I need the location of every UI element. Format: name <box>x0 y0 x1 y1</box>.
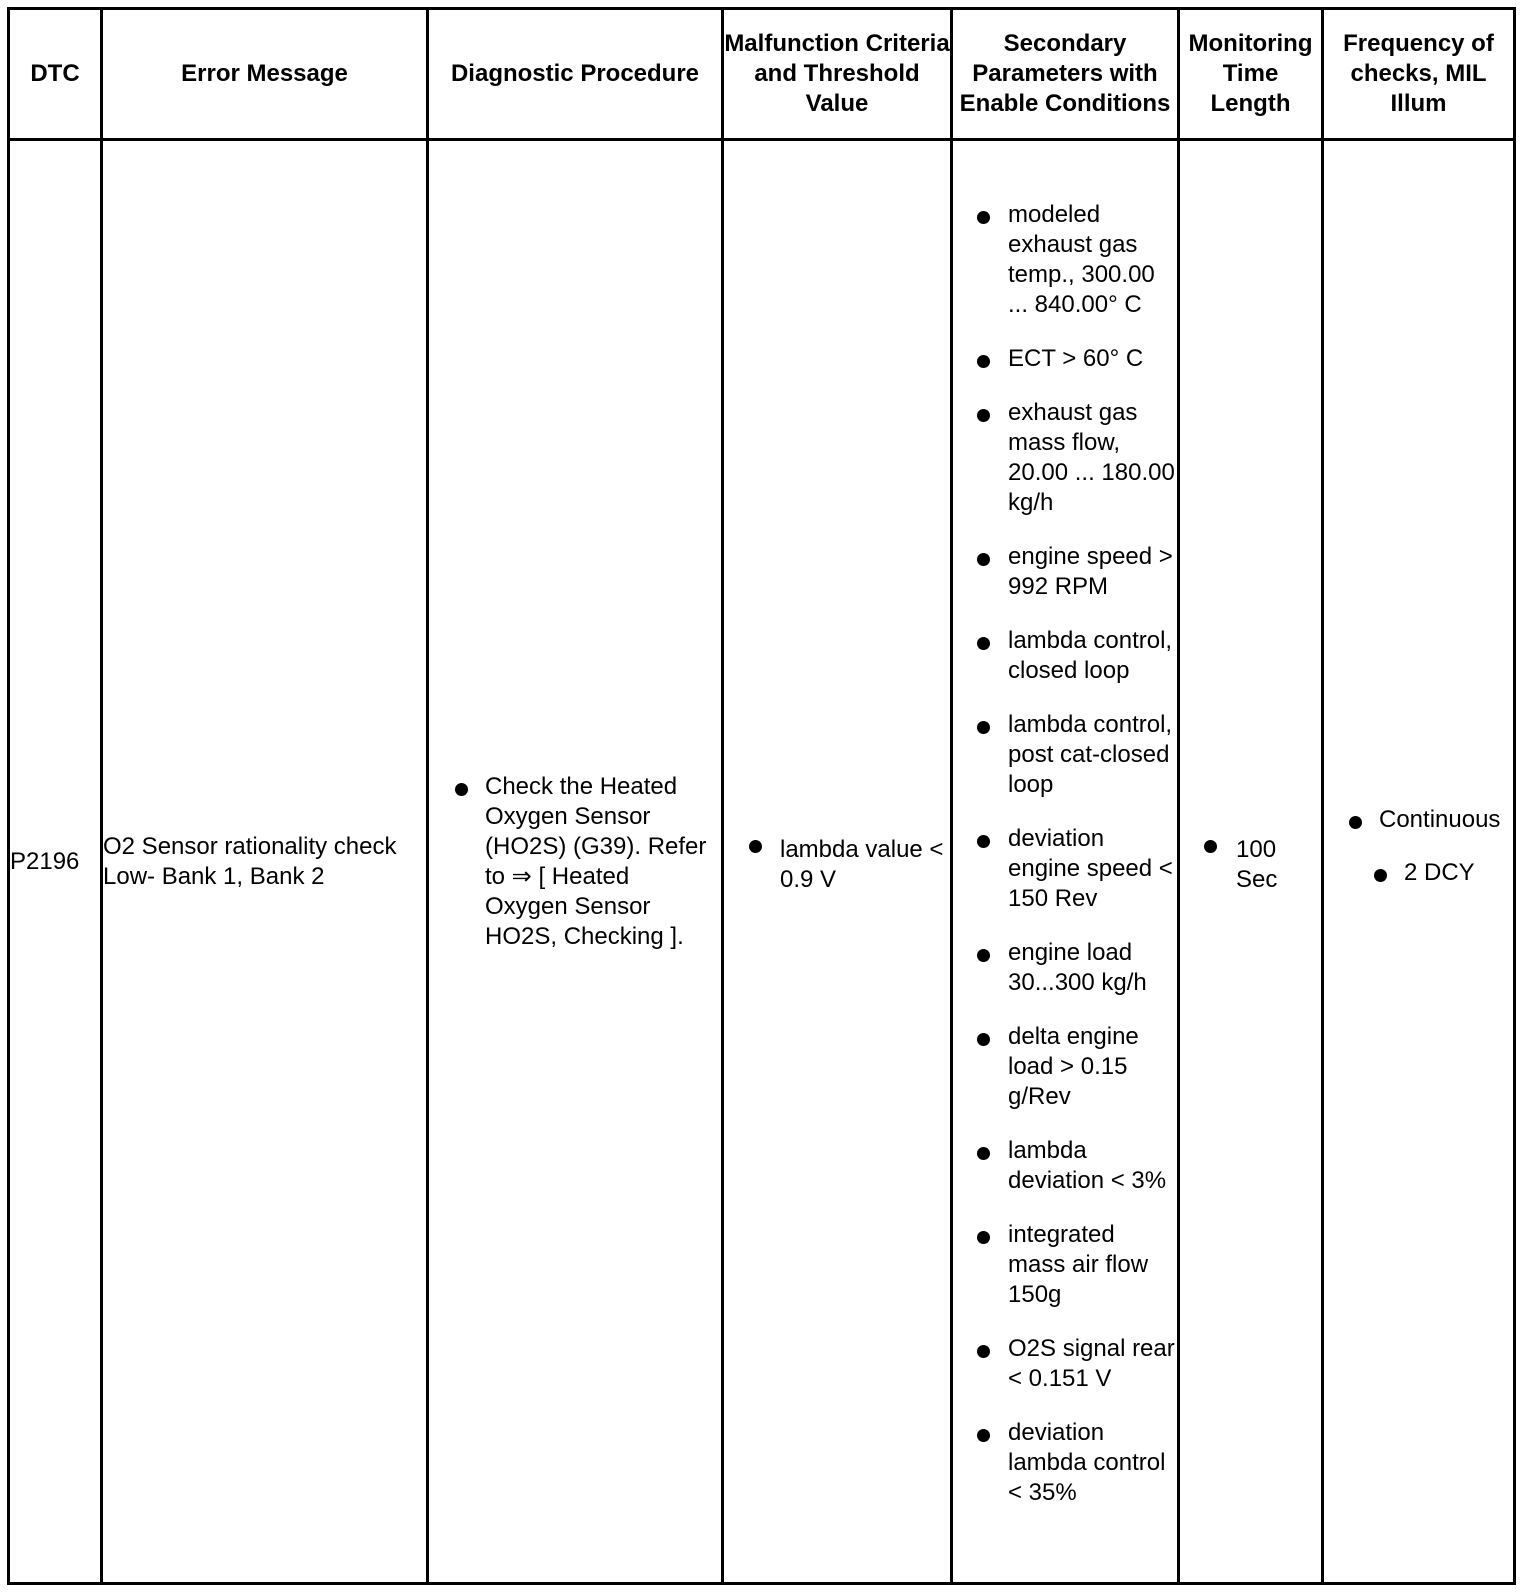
header-row <box>9 9 1515 140</box>
list-item <box>953 1136 1177 1196</box>
list-item <box>953 1334 1177 1394</box>
monitoring-time-cell <box>1179 140 1323 1584</box>
header-malfunction-criteria: Malfunction Criteria and Threshold Value <box>723 9 952 140</box>
list-item <box>953 1220 1177 1310</box>
bullet-icon <box>1374 869 1387 882</box>
bullet-icon <box>977 1345 990 1358</box>
list-item <box>1324 805 1513 835</box>
bullet-icon <box>977 1429 990 1442</box>
bullet-icon <box>977 409 990 422</box>
bullet-icon <box>977 1147 990 1160</box>
list-item-text: Check the Heated Oxygen Sensor (HO2S) (G39). Refer to ⇒ [ Heated Oxygen Sensor HO2S, Checking ]. <box>485 772 707 950</box>
list-item-text: exhaust gas mass flow, 20.00 ... 180.00 kg/h <box>1008 398 1175 516</box>
list-item <box>1180 829 1321 895</box>
list-item <box>953 626 1177 686</box>
list-item-text: 100 Sec <box>1236 835 1278 893</box>
bullet-icon <box>977 949 990 962</box>
list-item <box>953 344 1177 374</box>
list-item <box>953 398 1177 518</box>
list-item <box>1324 858 1513 888</box>
header-error-message: Error Message <box>102 9 428 140</box>
list-item-text: ECT > 60° C <box>1008 344 1144 372</box>
dtc-code: P2196 <box>9 140 102 1584</box>
list-item <box>953 824 1177 914</box>
bullet-icon <box>977 211 990 224</box>
bullet-icon <box>977 1231 990 1244</box>
diagnostic-procedure-list <box>429 772 721 952</box>
header-monitoring-time: Monitoring Time Length <box>1179 9 1323 140</box>
list-item-text: modeled exhaust gas temp., 300.00 ... 840.00° C <box>1008 200 1155 318</box>
list-item <box>953 200 1177 320</box>
bullet-icon <box>977 1033 990 1046</box>
header-diagnostic-procedure: Diagnostic Procedure <box>428 9 723 140</box>
bullet-icon <box>977 355 990 368</box>
list-item-text: 2 DCY <box>1404 859 1475 886</box>
list-item <box>953 710 1177 800</box>
list-item <box>953 542 1177 602</box>
list-item-text: engine speed > 992 RPM <box>1008 542 1173 600</box>
list-item-text: delta engine load > 0.15 g/Rev <box>1008 1022 1139 1110</box>
list-item-text: Continuous <box>1379 806 1501 833</box>
diagnostic-procedure-cell <box>428 140 723 1584</box>
list-item <box>953 1418 1177 1508</box>
bullet-icon <box>977 721 990 734</box>
dtc-table-sheet <box>7 7 1513 1585</box>
list-item-text: lambda deviation < 3% <box>1008 1136 1167 1194</box>
list-item-text: lambda control, post cat-closed loop <box>1008 710 1173 798</box>
list-item-text: engine load 30...300 kg/h <box>1008 938 1147 996</box>
header-secondary-parameters: Secondary Parameters with Enable Conditions <box>952 9 1179 140</box>
secondary-parameters-list <box>953 192 1177 1508</box>
dtc-table <box>7 7 1516 1585</box>
list-item <box>429 772 721 952</box>
list-item-text: lambda control, closed loop <box>1008 626 1173 684</box>
list-item-text: O2S signal rear < 0.151 V <box>1008 1334 1175 1392</box>
bullet-icon <box>749 840 762 853</box>
list-item <box>724 829 950 895</box>
bullet-icon <box>1349 816 1362 829</box>
monitoring-time-list <box>1180 829 1321 895</box>
list-item-text: deviation lambda control < 35% <box>1008 1418 1166 1506</box>
header-dtc: DTC <box>9 9 102 140</box>
header-frequency: Frequency of checks, MIL Illum <box>1323 9 1515 140</box>
list-item-text: lambda value < 0.9 V <box>780 835 944 893</box>
table-row <box>9 140 1515 1584</box>
frequency-cell <box>1323 140 1515 1584</box>
list-item-text: deviation engine speed < 150 Rev <box>1008 824 1173 912</box>
list-item-text: integrated mass air flow 150g <box>1008 1220 1149 1308</box>
bullet-icon <box>1204 840 1217 853</box>
malfunction-criteria-cell <box>723 140 952 1584</box>
bullet-icon <box>455 783 468 796</box>
malfunction-criteria-list <box>724 829 950 895</box>
secondary-parameters-cell <box>952 140 1179 1584</box>
bullet-icon <box>977 637 990 650</box>
list-item <box>953 1022 1177 1112</box>
bullet-icon <box>977 553 990 566</box>
frequency-list <box>1324 805 1513 888</box>
error-message: O2 Sensor rationality check Low- Bank 1, Bank 2 <box>102 140 428 1584</box>
bullet-icon <box>977 835 990 848</box>
list-item <box>953 938 1177 998</box>
